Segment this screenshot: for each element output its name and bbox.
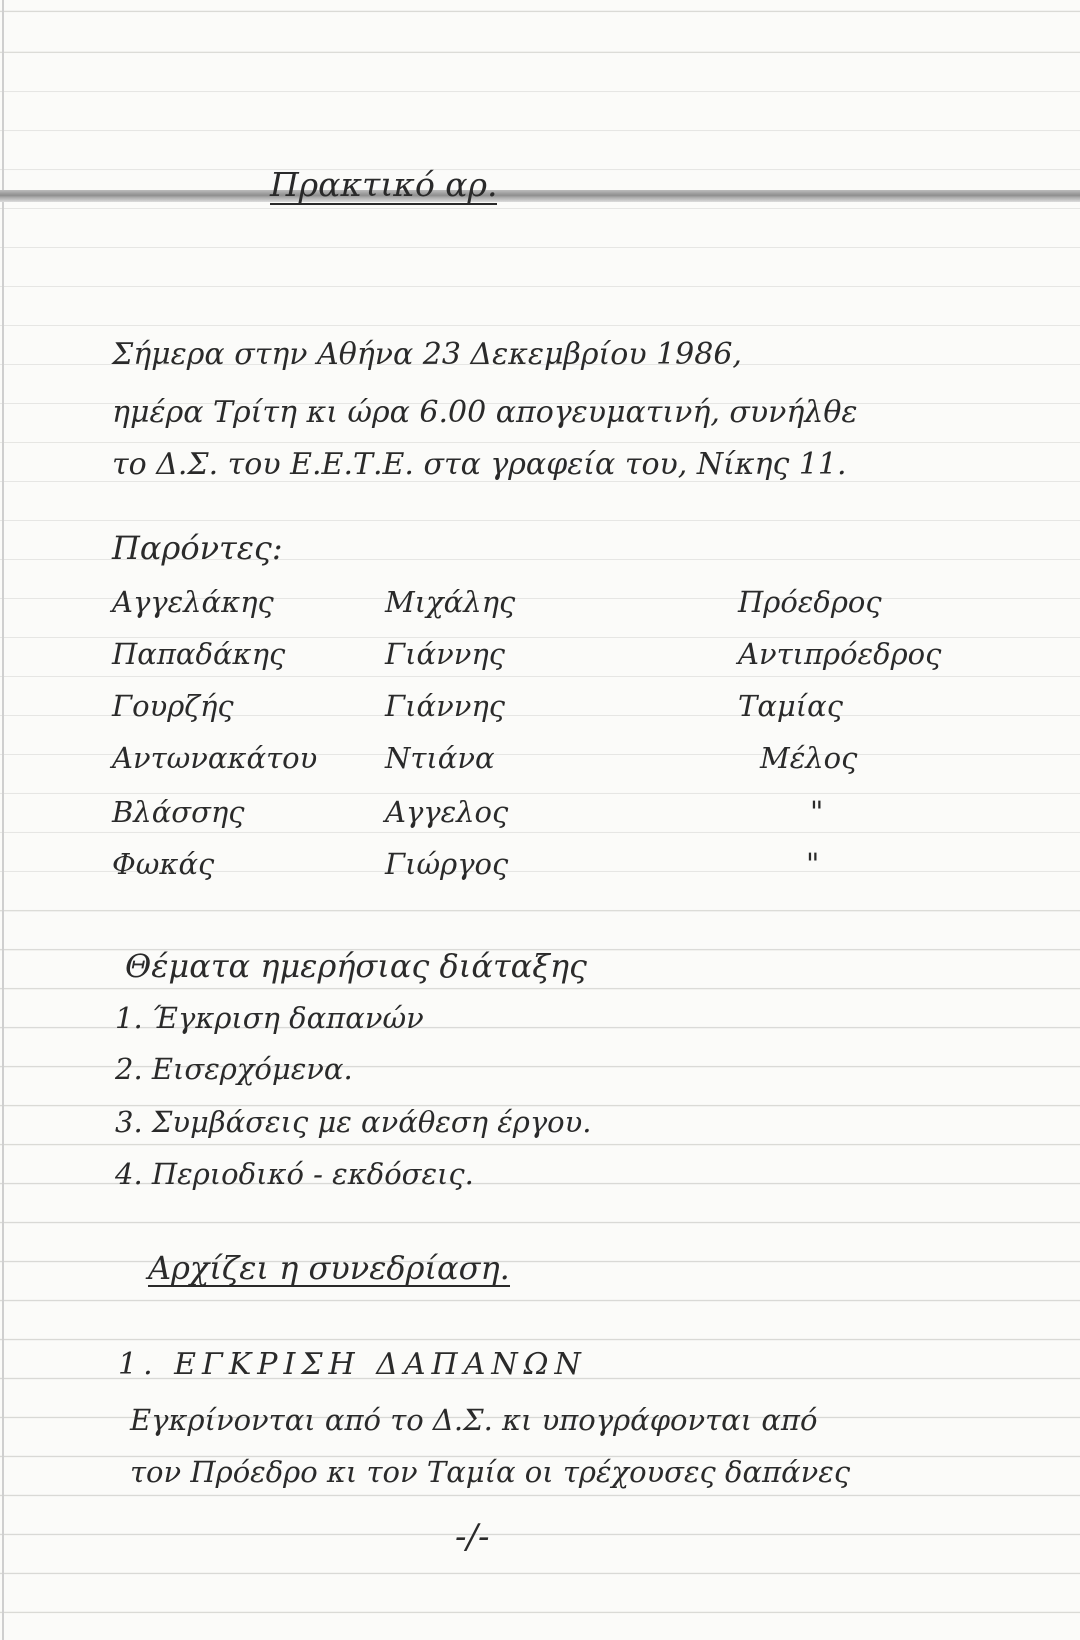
minutes-title: Πρακτικό αρ. [270,165,498,204]
agenda-item: 2. Εισερχόμενα. [115,1052,353,1086]
agenda-item: 1. Έγκριση δαπανών [115,1001,424,1035]
member-surname: Παπαδάκης [112,637,286,671]
member-name: Αγγελος [385,795,509,829]
agenda-heading: Θέματα ημερήσιας διάταξης [125,947,587,985]
member-role: Πρόεδρος [738,585,882,619]
member-row [0,637,1080,680]
intro-line-3: το Δ.Σ. του Ε.Ε.Τ.Ε. στα γραφεία του, Νίκης 11. [112,447,847,482]
member-row [0,795,1080,838]
member-row [0,847,1080,890]
intro-line-1: Σήμερα στην Αθήνα 23 Δεκεμβρίου 1986, [112,337,742,372]
member-name: Μιχάλης [385,585,516,619]
member-role: Ταμίας [738,689,843,723]
member-surname: Φωκάς [112,847,215,881]
member-name: Ντιάνα [385,741,495,775]
member-role: " [806,847,820,881]
member-role: Αντιπρόεδρος [738,637,942,671]
member-row [0,585,1080,628]
item1-body-line-2: τον Πρόεδρο κι τον Ταμία οι τρέχουσες δαπάνες [130,1455,851,1489]
member-name: Γιάννης [385,689,505,723]
member-role: " [810,795,824,829]
agenda-item: 3. Συμβάσεις με ανάθεση έργου. [115,1105,592,1139]
member-role: Μέλος [760,741,858,775]
item1-body-line-1: Εγκρίνονται από το Δ.Σ. κι υπογράφονται από [130,1403,818,1437]
member-surname: Αγγελάκης [112,585,274,619]
agenda-item: 4. Περιοδικό - εκδόσεις. [115,1157,474,1191]
member-surname: Αντωνακάτου [112,741,318,775]
member-name: Γιώργος [385,847,509,881]
member-row [0,689,1080,732]
member-name: Γιάννης [385,637,505,671]
present-heading: Παρόντες: [112,529,283,567]
item1-heading: 1. ΕΓΚΡΙΣΗ ΔΑΠΑΝΩΝ [118,1347,587,1382]
member-row [0,741,1080,784]
page-continuation-mark: -/- [455,1517,490,1557]
intro-line-2: ημέρα Τρίτη κι ώρα 6.00 απογευματινή, συνήλθε [112,395,858,430]
binding-strip [0,190,1080,202]
session-heading: Αρχίζει η συνεδρίαση. [148,1249,510,1287]
member-surname: Γουρζής [112,689,234,723]
member-surname: Βλάσσης [112,795,245,829]
